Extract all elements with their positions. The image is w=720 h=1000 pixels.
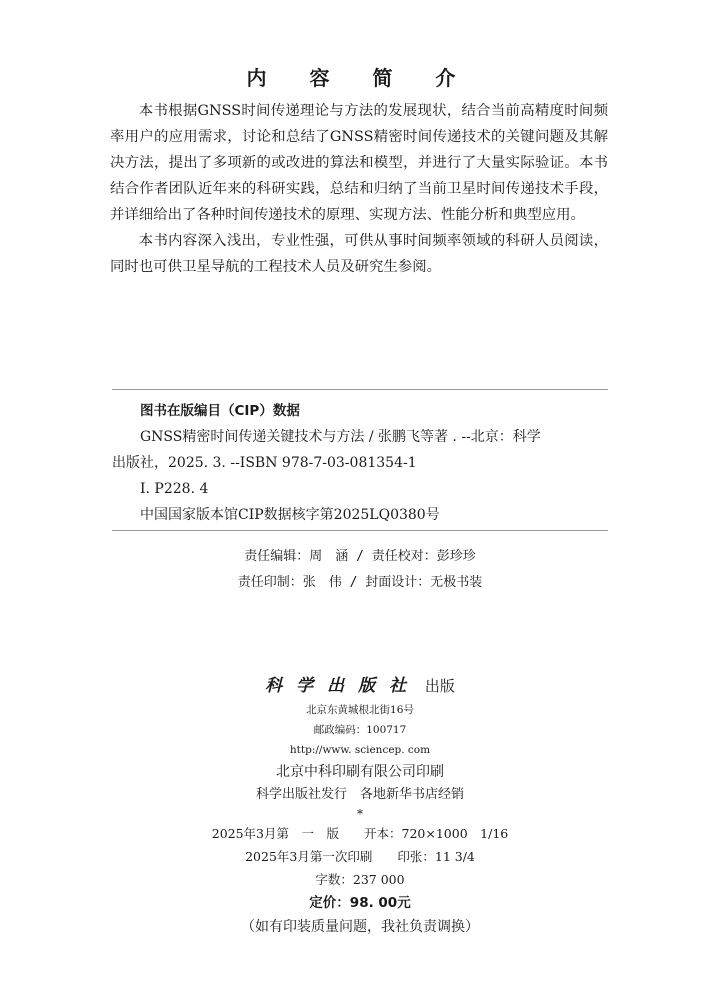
cip-verification-number: 中国国家版本馆CIP数据核字第2025LQ0380号: [140, 507, 440, 523]
intro-section: [110, 98, 608, 280]
word-count: 字数：237 000: [315, 872, 405, 887]
cip-bottom-divider: [112, 530, 608, 531]
publisher-logo: 科学出版社: [265, 676, 421, 696]
intro-paragraph-2: 本书内容深入浅出，专业性强，可供从事时间频率领域的科研人员阅读，同时也可供卫星导航的工程技术人员及研究生参阅。: [110, 233, 608, 275]
separator-asterisk: *: [357, 807, 363, 821]
book-specs: [0, 822, 720, 891]
staff-credits-line-2: 责任印制：张 伟 / 封面设计：无极书装: [237, 575, 483, 590]
cip-record-line-2: 出版社，2025. 3. --ISBN 978-7-03-081354-1: [112, 455, 417, 471]
edition-line: 2025年3月第 一 版 开本：720×1000 1/16: [211, 826, 509, 841]
price: 定价：98. 00元: [309, 895, 411, 911]
publisher-address: 北京东黄城根北街16号: [306, 704, 414, 716]
postcode: 邮政编码：100717: [313, 724, 407, 736]
publisher-url: http://www. sciencep. com: [289, 744, 431, 756]
quality-notice: （如有印装质量问题，我社负责调换）: [241, 919, 479, 935]
printing-line: 2025年3月第一次印刷 印张：11 3/4: [245, 849, 475, 864]
imprint-block: [0, 672, 720, 939]
publisher-suffix: 出版: [424, 677, 455, 695]
cip-data-block: [112, 398, 610, 528]
cip-record-line-1: GNSS精密时间传递关键技术与方法 / 张鹏飞等著 . --北京：科学: [140, 429, 541, 445]
intro-title: 内 容 简 介: [246, 66, 474, 90]
publisher-line: [0, 672, 720, 700]
distribution: 科学出版社发行 各地新华书店经销: [255, 787, 464, 802]
cip-classification: Ⅰ. P228. 4: [140, 481, 209, 497]
intro-paragraph-1: 本书根据GNSS时间传递理论与方法的发展现状，结合当前高精度时间频率用户的应用需求，讨论和总结了GNSS精密时间传递技术的关键问题及其解决方法，提出了多项新的或改进的算法和模型，并进行了大量实际验证。本书结合作者团队近年来的科研实践，总结和归纳了当前卫星时间传递技术手段，并详细给出了各种时间传递技术的原理、实现方法、性能分析和典型应用。: [110, 103, 608, 223]
cip-top-divider: [112, 389, 608, 390]
printer: 北京中科印刷有限公司印刷: [276, 764, 444, 780]
staff-credits: [0, 544, 720, 596]
cip-heading: 图书在版编目（CIP）数据: [140, 403, 300, 419]
staff-credits-line-1: 责任编辑：周 涵 / 责任校对：彭珍珍: [244, 549, 476, 564]
